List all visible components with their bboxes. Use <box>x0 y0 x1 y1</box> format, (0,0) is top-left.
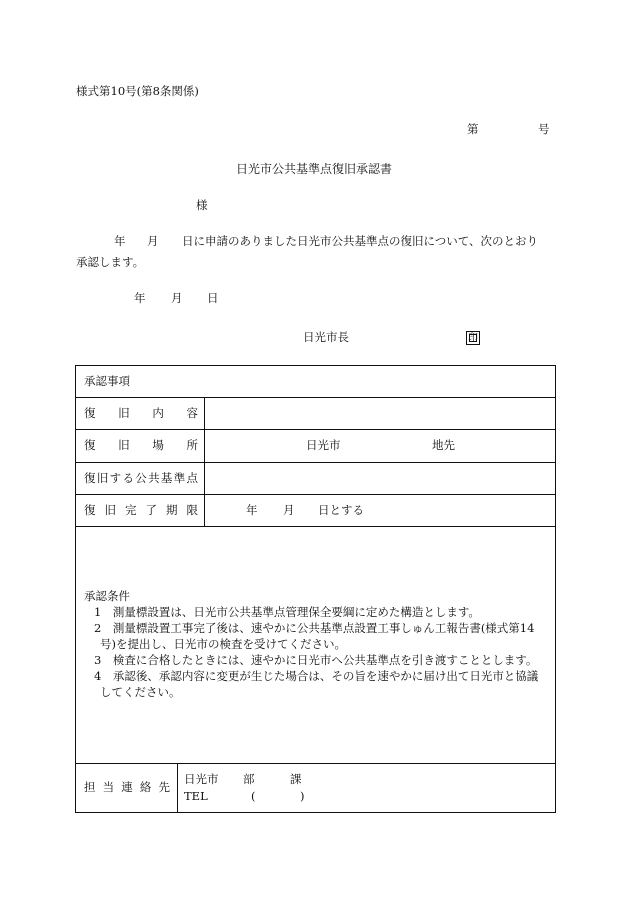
label-char: 期 <box>166 503 178 517</box>
date-day: 日 <box>207 291 219 305</box>
condition-item: 1 測量標設置は、日光市公共基準点管理保全要綱に定めた構造とします。 <box>94 605 480 619</box>
condition-item: 3 検査に合格したときには、速やかに日光市へ公共基準点を引き渡すこととします。 <box>94 653 538 667</box>
label-char: 旧 <box>96 471 109 485</box>
period-suffix: 日とする <box>318 503 364 517</box>
table-divider <box>75 462 556 463</box>
contact-ka: 課 <box>290 772 302 786</box>
conditions-list <box>84 604 544 700</box>
restored-point-label <box>84 473 198 485</box>
restoration-content-label <box>84 408 198 420</box>
doc-number-go: 号 <box>538 122 550 136</box>
label-char: 限 <box>186 503 198 517</box>
period-year: 年 <box>246 503 258 517</box>
contact-label <box>84 782 170 794</box>
label-char: 完 <box>125 503 137 517</box>
label-char: 基 <box>160 471 173 485</box>
label-char: 公 <box>135 471 147 485</box>
label-char: 旧 <box>118 406 130 420</box>
table-divider <box>75 494 556 495</box>
label-char: 了 <box>145 503 157 517</box>
label-char: る <box>122 471 134 485</box>
restoration-place-label <box>84 440 198 452</box>
label-char: 点 <box>186 471 198 485</box>
condition-item: 4 承認後、承認内容に変更が生じた場合は、その旨を速やかに届け出て日光市と協議 <box>94 669 539 683</box>
contact-city: 日光市 <box>184 772 219 786</box>
body-month: 月 <box>147 234 159 248</box>
contact-tel-paren-open: ( <box>251 789 256 803</box>
contact-tel-label: TEL <box>184 789 208 803</box>
date-year: 年 <box>134 291 146 305</box>
label-char: 担 <box>84 780 96 794</box>
seal-mark <box>466 331 480 345</box>
table-divider <box>75 526 556 527</box>
completion-period-label <box>84 505 198 517</box>
place-suffix: 地先 <box>432 438 455 452</box>
label-char: 復 <box>84 471 96 485</box>
label-char: 旧 <box>104 503 116 517</box>
mayor-title: 日光市長 <box>303 330 349 344</box>
form-number: 様式第10号(第8条関係) <box>76 84 199 98</box>
addressee-suffix: 様 <box>196 198 208 212</box>
condition-item-continued: 号)を提出し、日光市の検査を受けてください。 <box>100 637 346 651</box>
label-char: 絡 <box>139 780 152 794</box>
label-char: 復 <box>84 503 96 517</box>
approval-items-heading: 承認事項 <box>84 374 130 388</box>
label-char: 場 <box>152 438 164 452</box>
label-char: す <box>109 471 122 485</box>
condition-item-continued: してください。 <box>100 685 181 699</box>
doc-number-dai: 第 <box>467 122 479 136</box>
document-title: 日光市公共基準点復旧承認書 <box>236 162 393 176</box>
seal-char: 印 <box>468 333 478 344</box>
date-month: 月 <box>171 291 183 305</box>
condition-item: 2 測量標設置工事完了後は、速やかに公共基準点設置工事しゅん工報告書(様式第14 <box>94 621 535 635</box>
label-char: 復 <box>84 406 96 420</box>
period-month: 月 <box>283 503 295 517</box>
label-char: 先 <box>158 780 170 794</box>
label-char: 共 <box>148 471 160 485</box>
table-column-divider <box>204 397 205 527</box>
label-char: 容 <box>186 406 198 420</box>
label-char: 復 <box>84 438 96 452</box>
table-column-divider <box>177 763 178 813</box>
table-divider <box>75 429 556 430</box>
label-char: 旧 <box>118 438 130 452</box>
label-char: 内 <box>152 406 164 420</box>
label-char: 連 <box>121 780 133 794</box>
body-text-line1: 日に申請のありました日光市公共基準点の復旧について、次のとおり <box>182 234 539 248</box>
approval-table <box>75 365 556 813</box>
contact-tel-paren-close: ) <box>300 789 305 803</box>
contact-bu: 部 <box>243 772 255 786</box>
label-char: 当 <box>102 780 115 794</box>
place-city: 日光市 <box>306 438 341 452</box>
label-char: 所 <box>186 438 198 452</box>
table-divider <box>75 397 556 398</box>
label-char: 準 <box>173 471 186 485</box>
conditions-heading: 承認条件 <box>84 589 130 603</box>
table-divider <box>75 763 556 764</box>
body-year: 年 <box>114 234 126 248</box>
body-text-line2: 承認します。 <box>76 255 145 269</box>
